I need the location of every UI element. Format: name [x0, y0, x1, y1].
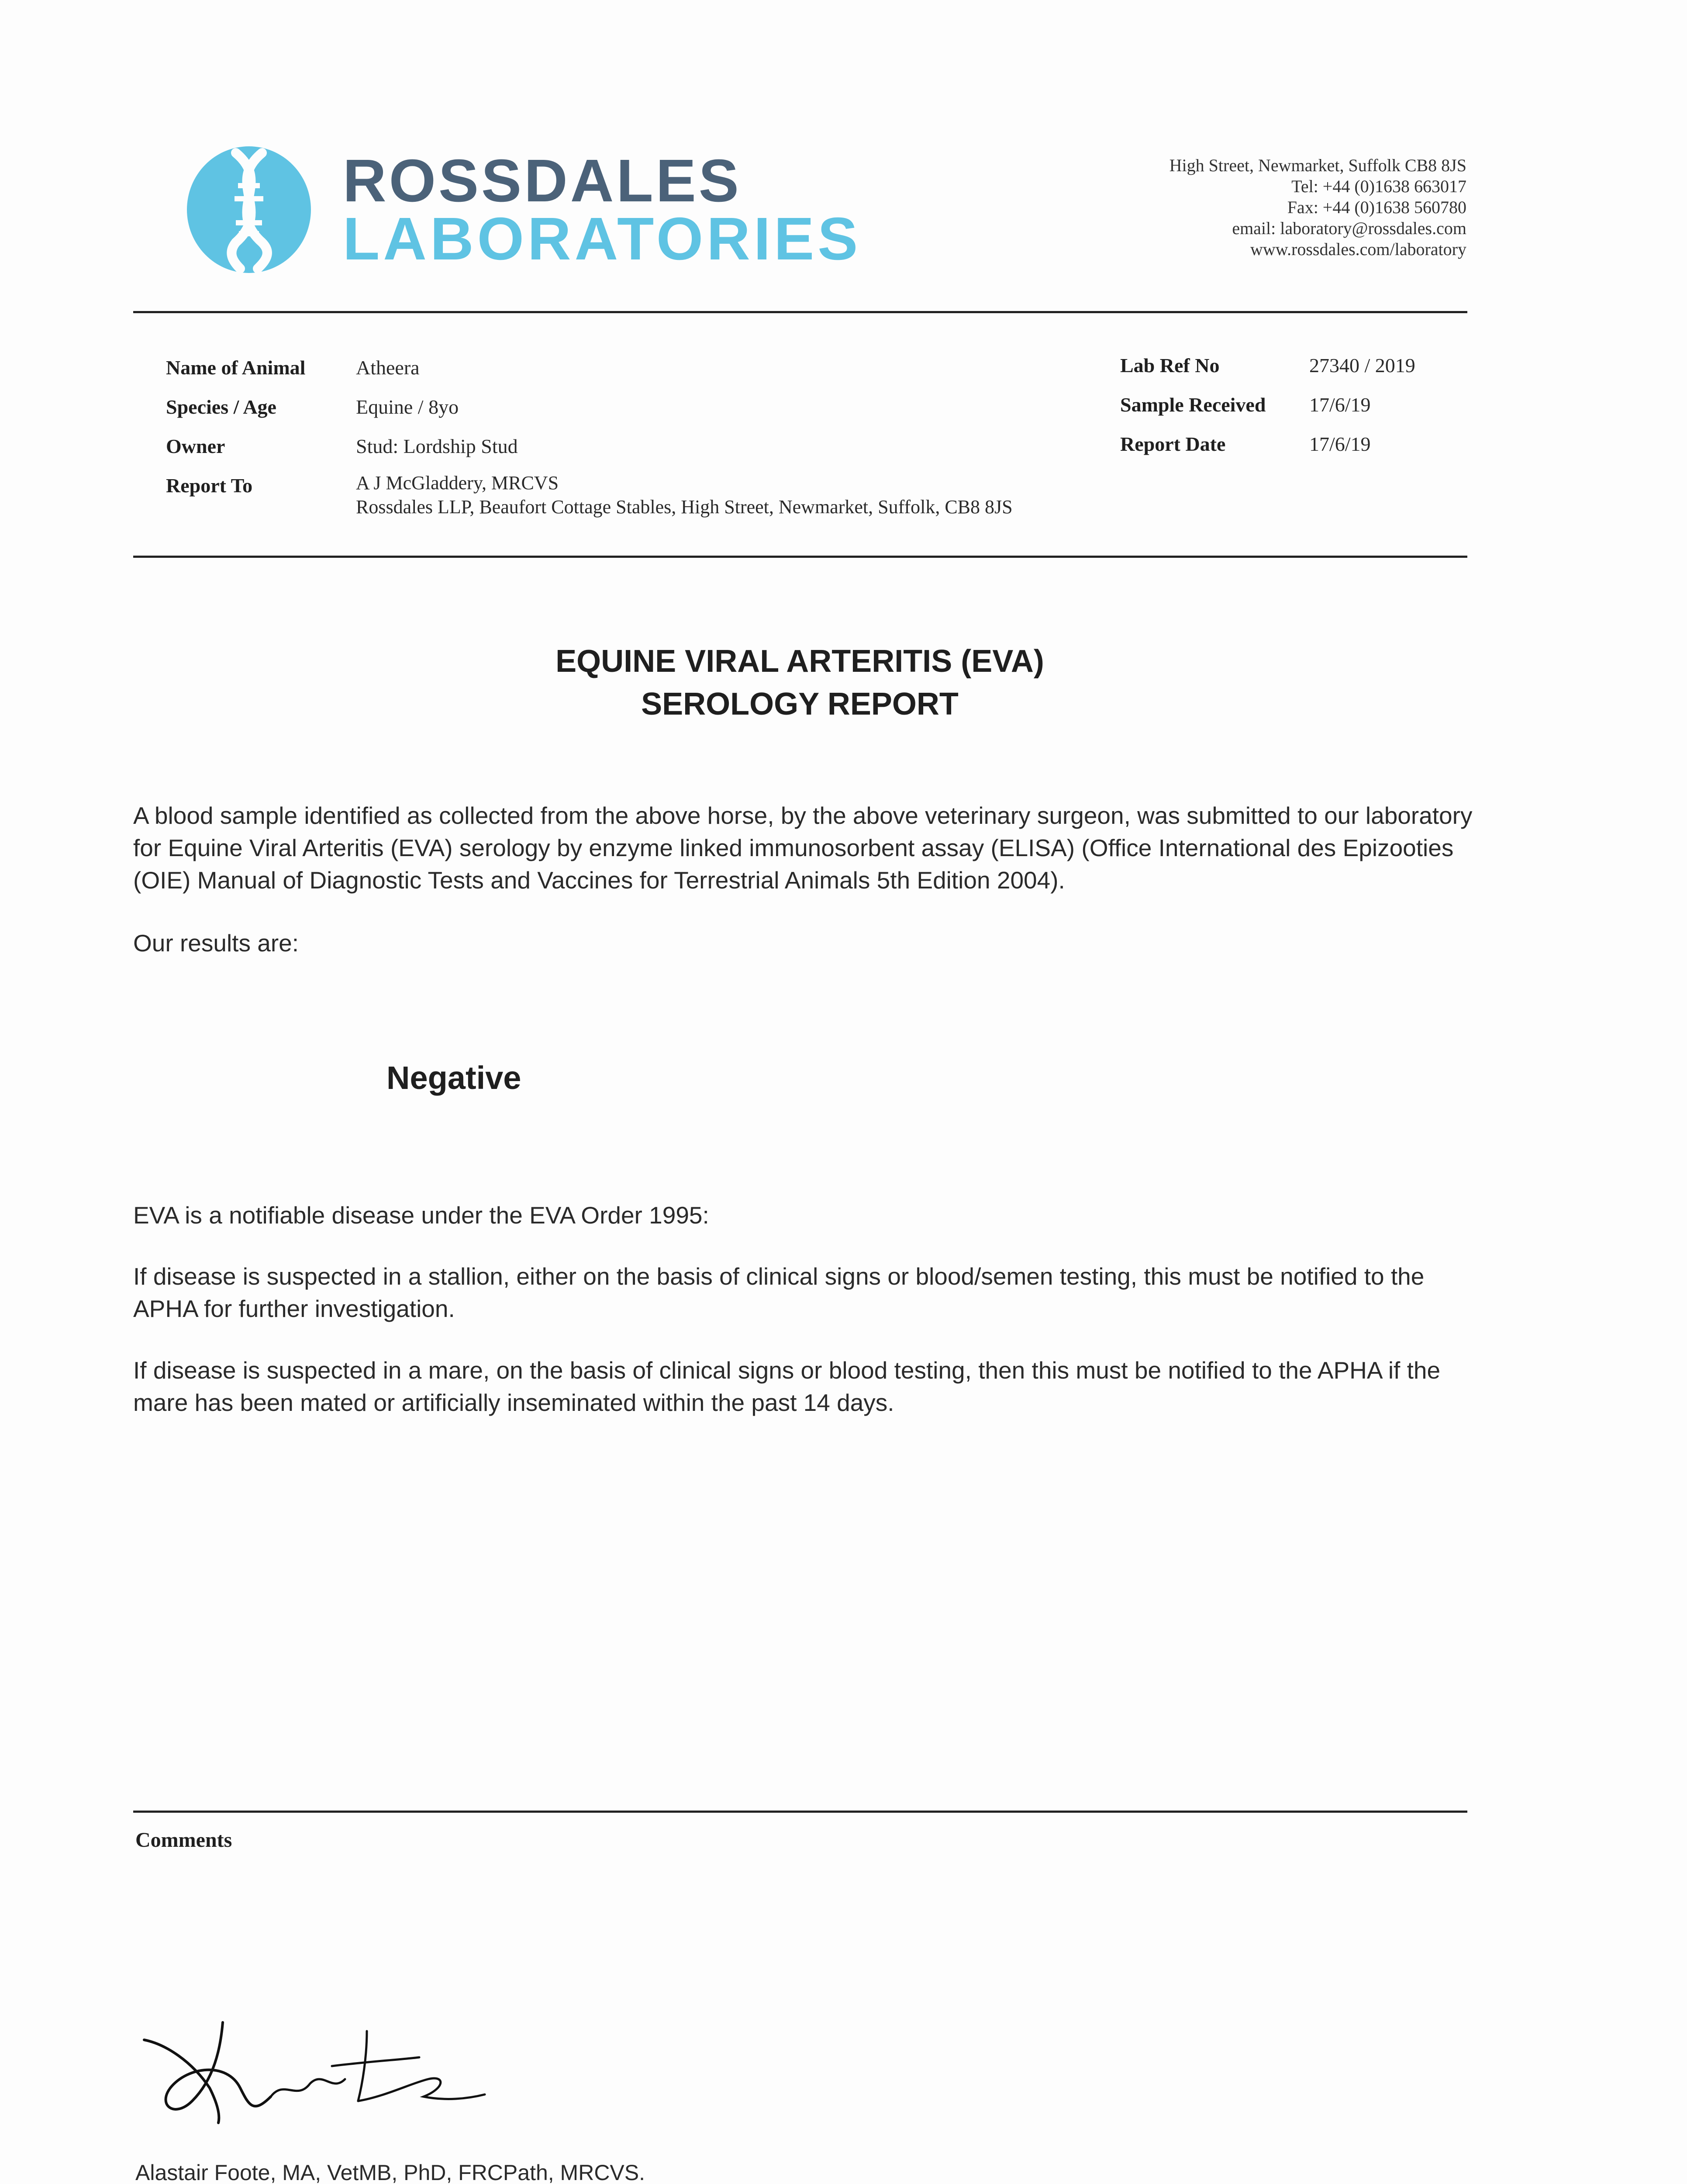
owner-value: Stud: Lordship Stud: [356, 435, 518, 457]
test-result: Negative: [386, 1060, 521, 1096]
contact-block: [1170, 155, 1466, 260]
report-date-label: Report Date: [1120, 433, 1226, 455]
dna-helix-icon: [186, 144, 312, 275]
handwritten-signature: [140, 2014, 489, 2127]
website: www.rossdales.com/laboratory: [1250, 239, 1466, 259]
species-value: Equine / 8yo: [356, 396, 459, 418]
brand-name: ROSSDALES: [343, 147, 742, 214]
species-label: Species / Age: [166, 396, 276, 418]
report-title: [0, 640, 1600, 726]
details-divider: [133, 556, 1467, 558]
telephone: Tel: +44 (0)1638 663017: [1291, 176, 1466, 196]
stallion-statement: If disease is suspected in a stallion, either on the basis of clinical signs or blood/semen testing, this must be notified to the APHA for further investigation.: [133, 1263, 1425, 1322]
sample-received-label: Sample Received: [1120, 394, 1266, 416]
address: High Street, Newmarket, Suffolk CB8 8JS: [1169, 156, 1466, 175]
signatory-name: Alastair Foote, MA, VetMB, PhD, FRCPath, MRCVS.: [135, 2160, 645, 2184]
header-divider: [133, 311, 1467, 313]
report-title-line1: EQUINE VIRAL ARTERITIS (EVA): [555, 644, 1044, 679]
intro-paragraph: A blood sample identified as collected from the above horse, by the above veterinary surgeon, was submitted to our laboratory for Equine Viral Arteritis (EVA) serology by enzyme linked immunosorbent assay (ELISA) (Office International des Epizooties (OIE) Manual of Diagnostic Tests and Vaccines for Terrestrial Animals 5th Edition 2004).: [133, 802, 1473, 894]
name-value: Atheera: [356, 356, 420, 379]
comments-divider: [133, 1811, 1467, 1813]
report-title-line2: SEROLOGY REPORT: [641, 687, 959, 722]
brand-subname: LABORATORIES: [343, 205, 862, 273]
report-to-label: Report To: [166, 474, 253, 497]
email: email: laboratory@rossdales.com: [1232, 218, 1466, 238]
report-to-name: A J McGladdery, MRCVS: [356, 472, 559, 494]
name-label: Name of Animal: [166, 356, 306, 379]
sample-received-value: 17/6/19: [1309, 394, 1371, 416]
report-date-value: 17/6/19: [1309, 433, 1371, 455]
mare-statement: If disease is suspected in a mare, on the basis of clinical signs or blood testing, then this must be notified to the APHA if the mare has been mated or artificially inseminated within the past 14 days.: [133, 1357, 1441, 1416]
notifiable-statement: EVA is a notifiable disease under the EVA Order 1995:: [133, 1202, 709, 1229]
lab-ref-label: Lab Ref No: [1120, 354, 1220, 377]
owner-label: Owner: [166, 435, 225, 457]
lab-ref-value: 27340 / 2019: [1309, 354, 1415, 377]
comments-label: Comments: [135, 1828, 232, 1852]
report-to-address: Rossdales LLP, Beaufort Cottage Stables, High Street, Newmarket, Suffolk, CB8 8JS: [356, 496, 1013, 518]
results-intro: Our results are:: [133, 930, 299, 957]
fax: Fax: +44 (0)1638 560780: [1287, 197, 1466, 217]
